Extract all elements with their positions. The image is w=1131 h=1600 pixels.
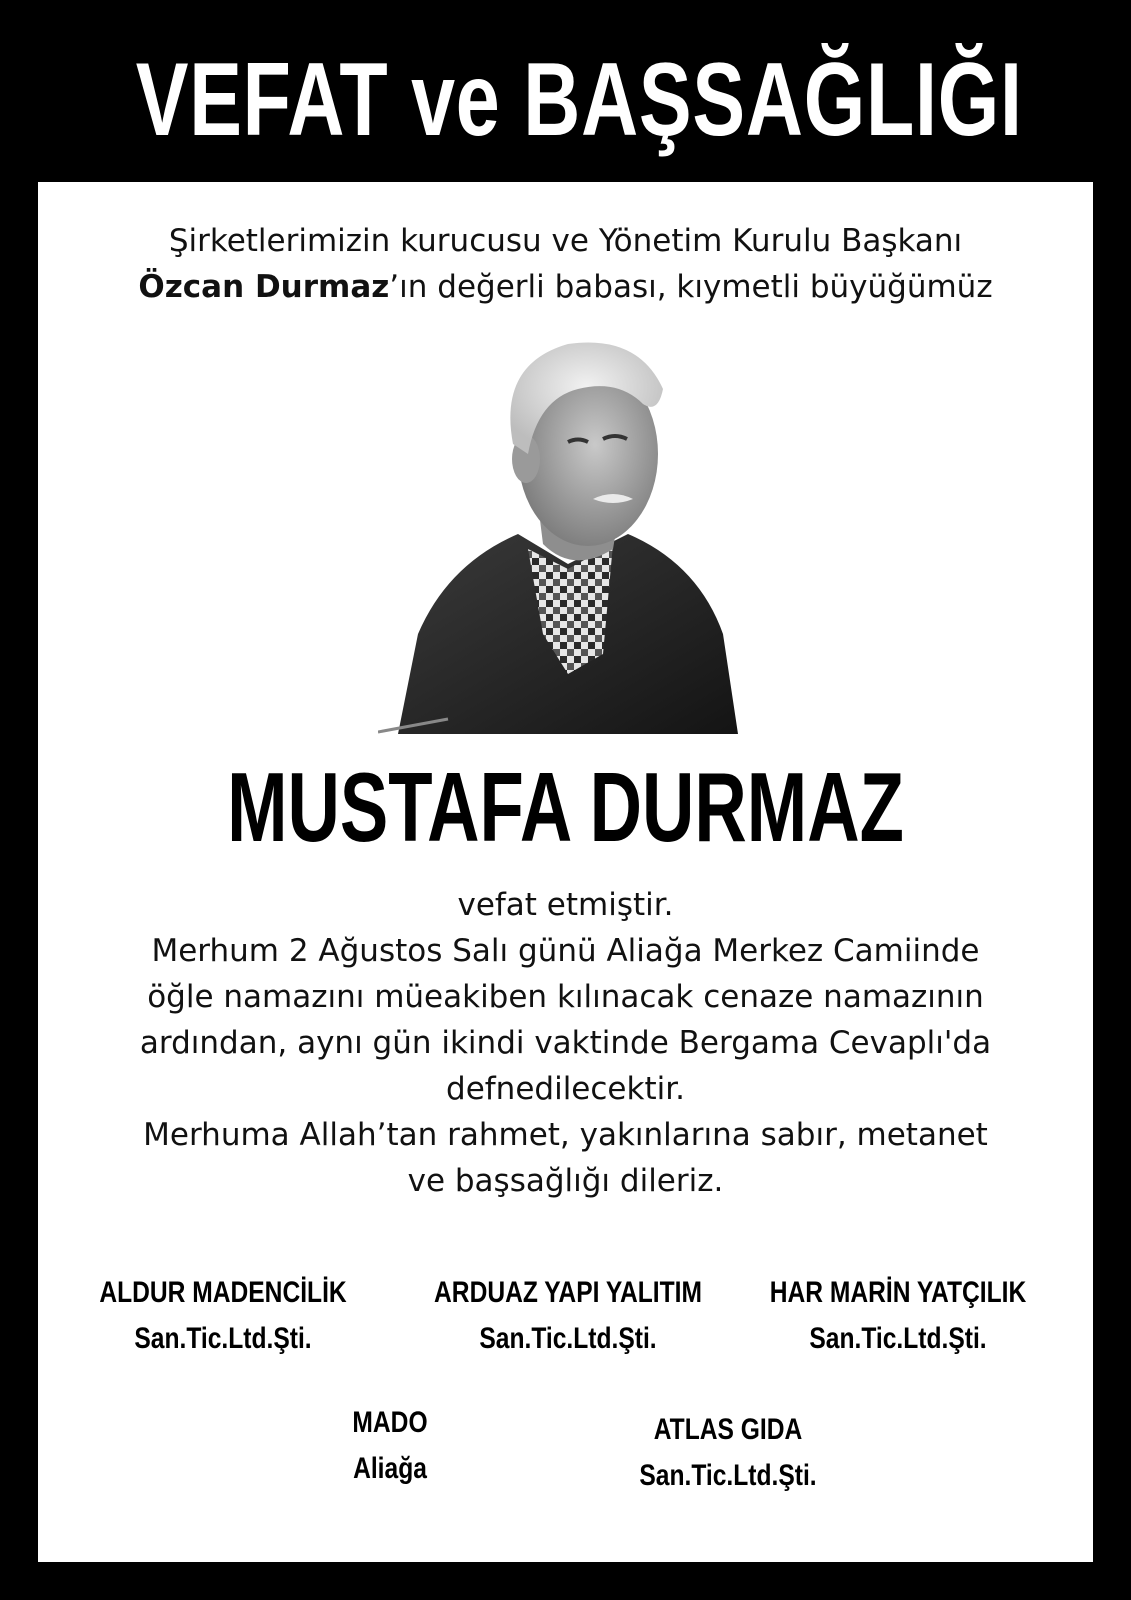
intro-text	[38, 218, 1093, 310]
portrait-photo	[378, 334, 758, 734]
intro-line-1: Şirketlerimizin kurucusu ve Yönetim Kurulu Başkanı	[168, 223, 963, 259]
company-name: MADO	[352, 1406, 428, 1439]
company-signature	[96, 1270, 350, 1362]
deceased-name: MUSTAFA DURMAZ	[227, 752, 904, 862]
company-signature	[617, 1407, 838, 1499]
announcement-body	[38, 882, 1093, 1204]
company-name: ARDUAZ YAPI YALITIM	[434, 1276, 702, 1309]
body-line: öğle namazını müeakiben kılınacak cenaze namazının	[147, 979, 984, 1015]
announcement-panel	[38, 182, 1093, 1562]
company-suffix: San.Tic.Ltd.Şti.	[809, 1322, 987, 1355]
body-line: ardından, aynı gün ikindi vaktinde Bergama Cevaplı'da	[139, 1025, 992, 1061]
body-line: Merhum 2 Ağustos Salı günü Aliağa Merkez Camiinde	[151, 933, 980, 969]
intro-line-2	[38, 264, 1093, 310]
company-signature	[429, 1270, 708, 1362]
body-line: vefat etmiştir.	[457, 887, 674, 923]
company-signature	[316, 1400, 464, 1492]
body-line: Merhuma Allah’tan rahmet, yakınlarına sabır, metanet	[143, 1117, 988, 1153]
company-suffix: Aliağa	[353, 1452, 427, 1485]
body-line: defnedilecektir.	[446, 1071, 685, 1107]
page-title: VEFAT ve BAŞSAĞLIĞI	[135, 42, 1023, 158]
intro-line-2-rest: ’ın değerli babası, kıymetli büyüğümüz	[389, 269, 993, 305]
company-suffix: San.Tic.Ltd.Şti.	[134, 1322, 312, 1355]
company-name: ATLAS GIDA	[653, 1413, 803, 1446]
company-name: ALDUR MADENCİLİK	[99, 1276, 347, 1309]
company-signature	[767, 1270, 1029, 1362]
company-suffix: San.Tic.Ltd.Şti.	[639, 1459, 817, 1492]
body-line: ve başsağlığı dileriz.	[407, 1163, 724, 1199]
company-suffix: San.Tic.Ltd.Şti.	[479, 1322, 657, 1355]
son-name: Özcan Durmaz	[138, 269, 390, 305]
company-name: HAR MARİN YATÇILIK	[769, 1276, 1027, 1309]
